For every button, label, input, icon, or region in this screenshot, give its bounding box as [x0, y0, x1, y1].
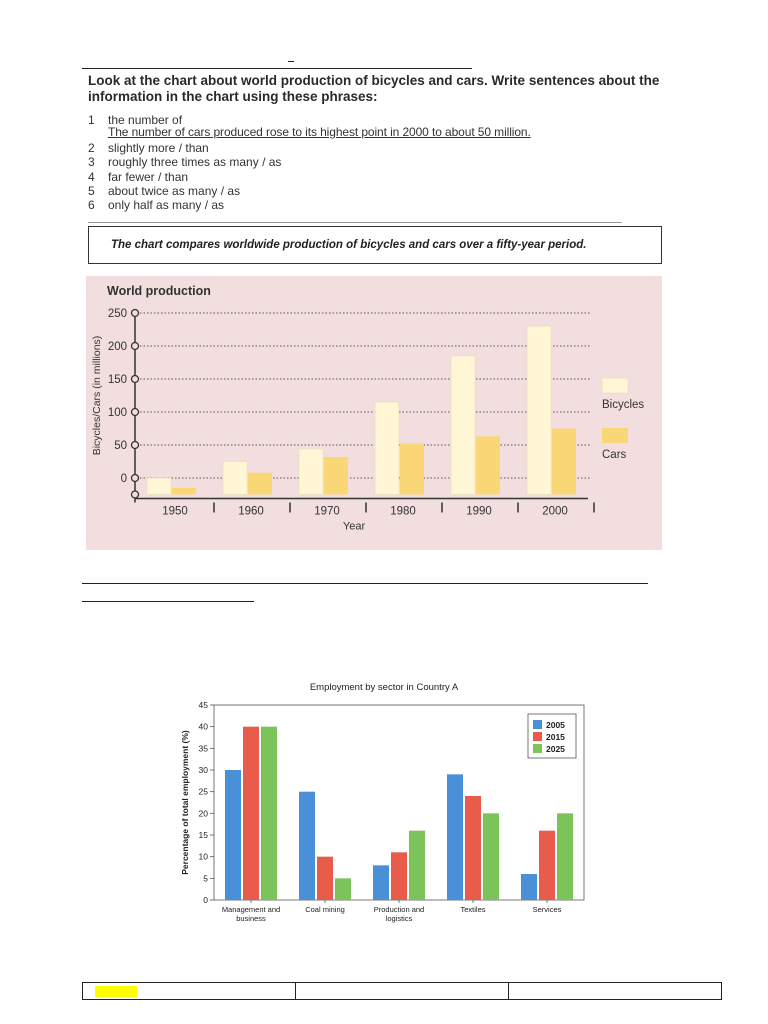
y-tick-label: 10: [198, 851, 208, 862]
x-tick-label: Production and: [373, 905, 425, 914]
bar-2025: [557, 813, 573, 900]
y-tick-label: 15: [198, 830, 208, 840]
bar-2005: [299, 792, 315, 900]
x-tick-label: 1990: [466, 505, 492, 518]
x-tick-label: 1980: [390, 505, 416, 518]
bar-bicycles: [375, 402, 399, 494]
y-tick-marker: [132, 343, 139, 350]
legend-swatch: [533, 732, 542, 741]
x-tick-label: Management and: [221, 905, 281, 914]
x-tick-label: 1960: [238, 505, 264, 518]
bar-cars: [248, 473, 272, 495]
y-tick-label: 5: [203, 873, 208, 884]
bar-2015: [539, 831, 555, 900]
legend-swatch: [533, 720, 542, 729]
x-tick-label: Coal mining: [305, 905, 345, 914]
chart-title: World production: [107, 284, 211, 298]
x-tick-label: business: [236, 914, 266, 923]
legend-swatch: [602, 428, 628, 443]
y-axis-label: Bicycles/Cars (in millions): [91, 335, 103, 456]
section-rule: [88, 222, 622, 223]
legend-label: 2025: [546, 744, 565, 754]
bar-2025: [261, 727, 277, 900]
y-tick-label: 20: [198, 808, 208, 819]
bar-2005: [225, 770, 241, 900]
phrase-item: 2 slightly more / than: [88, 141, 209, 156]
bar-cars: [552, 429, 576, 495]
task-block: [88, 73, 668, 212]
y-tick-marker: [132, 310, 139, 317]
y-tick-marker: [132, 475, 139, 482]
y-tick-label: 50: [114, 440, 127, 452]
y-tick-label: 150: [107, 374, 127, 386]
y-tick-label: 200: [107, 341, 127, 353]
y-tick-marker: [132, 491, 139, 498]
phrase-item: 1 the number of: [88, 113, 183, 127]
chart-title: Employment by sector in Country A: [309, 682, 459, 693]
bar-bicycles: [451, 356, 475, 495]
x-tick-label: 1970: [314, 505, 340, 518]
y-tick-label: 0: [120, 473, 127, 485]
bar-2005: [373, 865, 389, 900]
bar-2025: [483, 813, 499, 900]
answer-line-short: [82, 601, 254, 602]
bar-2015: [243, 727, 259, 900]
x-tick-label: logistics: [385, 914, 413, 923]
task-title: Look at the chart about world production of bicycles and cars. Write sentences about the information in the chart using these phrases:: [88, 73, 660, 104]
bar-2015: [317, 857, 333, 900]
y-tick-marker: [132, 442, 139, 449]
footer-table: [82, 982, 722, 1000]
x-tick-label: Services: [532, 905, 562, 914]
footer-cell: [509, 983, 721, 999]
bar-cars: [324, 457, 348, 495]
top-rule: [82, 68, 472, 69]
phrase-item: 4 far fewer / than: [88, 169, 189, 184]
y-tick-label: 100: [107, 407, 127, 419]
answer-line: [82, 583, 648, 584]
bar-cars: [172, 488, 196, 495]
caption-text: The chart compares worldwide production of bicycles and cars over a fifty-year period.: [111, 239, 587, 251]
y-tick-label: 30: [198, 765, 208, 775]
footer-cell: [83, 983, 296, 999]
bar-2015: [391, 852, 407, 900]
y-tick-label: 40: [198, 721, 208, 732]
phrase-item: 5 about twice as many / as: [88, 183, 241, 198]
y-tick-label: 35: [198, 743, 208, 754]
bar-2005: [447, 774, 463, 900]
y-tick-label: 45: [198, 700, 208, 710]
x-tick-label: 1950: [162, 505, 188, 518]
y-tick-label: 0: [203, 895, 208, 905]
x-tick-label: Textiles: [460, 905, 486, 914]
bar-bicycles: [223, 462, 247, 495]
bar-cars: [476, 436, 500, 494]
example-sentence: The number of cars produced rose to its highest point in 2000 to about 50 million.: [108, 125, 531, 139]
footer-cell: [296, 983, 509, 999]
bar-cars: [400, 444, 424, 495]
highlight-mark: [95, 986, 137, 997]
bar-2015: [465, 796, 481, 900]
y-tick-label: 25: [198, 786, 208, 797]
employment-chart: [176, 674, 592, 928]
phrase-item: 3 roughly three times as many / as: [88, 155, 282, 170]
bar-2025: [335, 878, 351, 900]
y-tick-label: 250: [107, 308, 127, 320]
phrase-item: 6 only half as many / as: [88, 198, 225, 213]
x-axis-label: Year: [342, 520, 366, 533]
top-rule-dash: [288, 61, 294, 62]
legend-label: 2015: [546, 732, 565, 742]
bar-bicycles: [147, 478, 171, 495]
bar-2005: [521, 874, 537, 900]
legend-label: Bicycles: [602, 399, 645, 411]
legend-swatch: [533, 744, 542, 753]
bar-bicycles: [527, 326, 551, 494]
legend-label: Cars: [602, 449, 627, 461]
legend-label: 2005: [546, 720, 565, 730]
y-tick-marker: [132, 409, 139, 416]
bar-bicycles: [299, 449, 323, 495]
legend-swatch: [602, 378, 628, 393]
y-tick-marker: [132, 376, 139, 383]
bar-2025: [409, 831, 425, 900]
y-axis-label: Percentage of total employment (%): [180, 730, 190, 875]
x-tick-label: 2000: [542, 505, 568, 518]
chart-caption: [88, 226, 662, 264]
world-production-chart: [86, 276, 662, 550]
